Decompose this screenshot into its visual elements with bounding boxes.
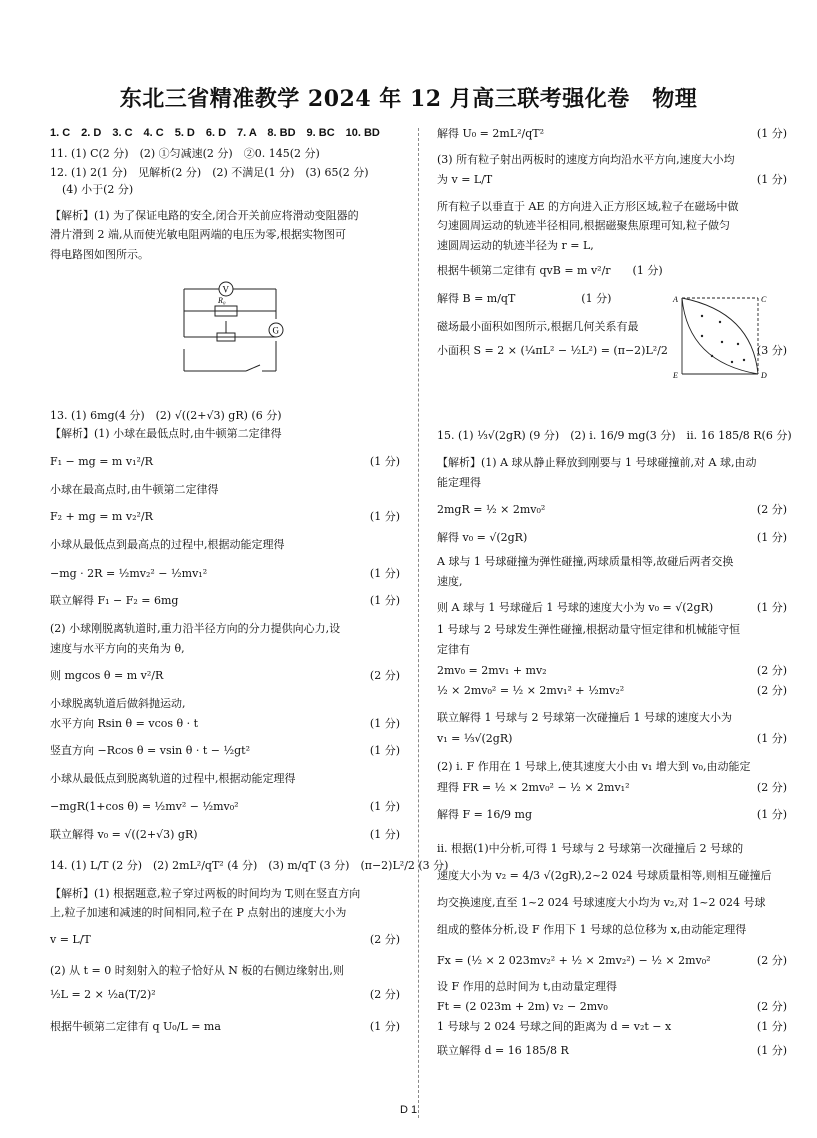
right-line [437,731,787,746]
right-line [437,807,787,822]
right-line [437,574,787,589]
score-mark: (1 分) [756,1020,787,1033]
resistor-label: R₀ [218,296,226,305]
point-e-label: E [673,371,678,380]
line-text: ½ × 2mv₀² = ½ × 2mv₁² + ½mv₂² [437,684,625,697]
right-line [437,895,787,910]
left-line [50,668,400,683]
line-text: ii. 根据(1)中分析,可得 1 号球与 2 号球第一次碰撞后 2 号球的 [437,842,744,855]
line-text: 水平方向 Rsin θ = vcos θ · t [50,717,199,730]
left-line [50,621,400,636]
left-line [50,165,400,180]
right-line [437,172,787,187]
line-text: 解得 v₀ = √(2gR) [437,531,528,544]
line-text: 小球脱离轨道后做斜抛运动, [50,697,186,710]
left-line [50,1019,400,1034]
score-mark: (2 分) [756,664,787,677]
score-mark: (1 分) [756,1044,787,1057]
line-text: 联立解得 1 号球与 2 号球第一次碰撞后 1 号球的速度大小为 [437,711,732,724]
score-mark: (1 分) [369,744,400,757]
score-mark: (1 分) [369,1020,400,1033]
line-text: 2mgR = ½ × 2mv₀² [437,503,546,516]
right-line [437,999,787,1014]
right-line [437,642,787,657]
left-line [50,208,400,223]
left-line [50,247,400,262]
right-line [437,152,787,167]
score-mark: (1 分) [369,455,400,468]
right-line [437,600,787,615]
line-text: 13. (1) 6mg(4 分) (2) √((2+√3) gR) (6 分) [50,409,282,422]
line-text: (2) i. F 作用在 1 号球上,使其速度大小由 v₁ 增大到 v₀,由动能定 [437,760,751,773]
line-text: 联立解得 F₁ − F₂ = 6mg [50,594,179,607]
voltmeter-label: V [222,284,229,295]
right-line [437,683,787,698]
line-text: 组成的整体分析,设 F 作用下 1 号球的总位移为 x,由动能定理得 [437,923,747,936]
line-text: 15. (1) ⅓√(2gR) (9 分) (2) i. 16/9 mg(3 分) ii. 16 185/8 R(6 分) [437,429,792,442]
right-line [437,126,787,141]
score-mark: (1 分) [756,127,787,140]
point-d-label: D [761,371,767,380]
line-text: −mgR(1+cos θ) = ½mv² − ½mv₀² [50,800,239,813]
score-mark: (2 分) [369,933,400,946]
right-line [437,622,787,637]
score-mark: (3 分) [756,344,787,357]
line-text: (4) 小于(2 分) [62,183,134,196]
line-text: 小球从最低点到脱离轨道的过程中,根据动能定理得 [50,772,296,785]
line-text: 则 mgcos θ = m v²/R [50,669,164,682]
circuit-diagram [182,281,290,381]
column-divider [418,128,419,1118]
left-line [50,987,400,1002]
left-line [50,858,449,873]
line-text: 联立解得 v₀ = √((2+√3) gR) [50,828,198,841]
left-line [50,905,400,920]
line-text: 小球在最高点时,由牛顿第二定律得 [50,483,219,496]
line-text: Fx = (½ × 2 023mv₂² + ½ × 2mv₂²) − ½ × 2mv₀² [437,954,711,967]
line-text: 解得 U₀ = 2mL²/qT² [437,127,545,140]
line-text: 竖直方向 −Rcos θ = vsin θ · t − ½gt² [50,744,250,757]
line-text: 2mv₀ = 2mv₁ + mv₂ [437,664,547,677]
line-text: 设 F 作用的总时间为 t,由动量定理得 [437,980,618,993]
line-text: 为 v = L/T [437,173,493,186]
left-line [50,696,400,711]
right-line [437,428,792,443]
score-mark: (2 分) [369,669,400,682]
left-line [50,537,400,552]
left-line [50,126,400,141]
left-line [50,227,400,242]
line-text: 11. (1) C(2 分) (2) ①匀减速(2 分) ②0. 145(2 分) [50,147,320,160]
left-line [50,963,400,978]
left-line [50,482,400,497]
line-text: 上,粒子加速和减速的时间相同,粒子在 P 点射出的速度大小为 [50,906,347,919]
score-mark: (2 分) [756,684,787,697]
page-footer: D 1 [399,1104,418,1116]
line-text: Ft = (2 023m + 2m) v₂ − 2mv₀ [437,1000,608,1013]
score-mark: (1 分) [369,717,400,730]
line-text: A 球与 1 号球碰撞为弹性碰撞,两球质量相等,故碰后两者交换 [437,555,734,568]
left-line [50,509,400,524]
line-text: F₁ − mg = m v₁²/R [50,455,153,468]
right-line [437,1043,787,1058]
left-line [50,566,400,581]
score-mark: (1 分) [369,594,400,607]
right-line [437,263,787,278]
right-line [437,238,787,253]
right-line [437,530,787,545]
right-line [437,502,787,517]
line-text: 速度与水平方向的夹角为 θ, [50,642,185,655]
left-line [50,716,400,731]
line-text: (3) 所有粒子射出两板时的速度方向均沿水平方向,速度大小均 [437,153,735,166]
line-text: v = L/T [50,933,91,946]
score-mark: (1 分) [369,828,400,841]
score-mark: (2 分) [756,954,787,967]
line-text: 小面积 S = 2 × (¼πL² − ½L²) = (π−2)L²/2 [437,344,668,357]
line-text: 匀速圆周运动的轨迹半径相同,根据磁聚焦原理可知,粒子做匀 [437,219,730,232]
line-text: F₂ + mg = m v₂²/R [50,510,153,523]
score-mark: (1 分) [756,808,787,821]
left-line [50,743,400,758]
line-text: 滑片滑到 2 端,从而使光敏电阻两端的电压为零,根据实物图可 [50,228,346,241]
line-text: 速度大小为 v₂ = 4/3 √(2gR),2~2 024 号球质量相等,则相互碰撞后 [437,869,772,882]
page-title: 东北三省精准教学 2024 年 12 月高三联考强化卷 物理 [119,86,698,112]
point-c-label: C [761,295,767,304]
right-line [437,475,787,490]
right-line [437,759,787,774]
line-text: 联立解得 d = 16 185/8 R [437,1044,569,1057]
left-line [62,182,400,197]
left-line [50,771,400,786]
line-text: 【解析】(1) 为了保证电路的安全,闭合开关前应将滑动变阻器的 [50,209,359,222]
left-line [50,827,400,842]
line-text: (2) 从 t = 0 时刻射入的粒子恰好从 N 板的右侧边缘射出,则 [50,964,344,977]
right-line [437,218,787,233]
score-mark: (2 分) [369,988,400,1001]
score-mark: (2 分) [756,503,787,516]
score-mark: (1 分) [756,173,787,186]
line-text: 1 号球与 2 024 号球之间的距离为 d = v₂t − x [437,1020,672,1033]
line-text: 【解析】(1) A 球从静止释放到刚要与 1 号球碰撞前,对 A 球,由动 [437,456,757,469]
line-text: −mg · 2R = ½mv₂² − ½mv₁² [50,567,208,580]
left-line [50,799,400,814]
right-line [437,979,787,994]
right-line [437,953,787,968]
line-text: ½L = 2 × ½a(T/2)² [50,988,156,1001]
point-a-label: A [673,295,678,304]
right-line [437,663,787,678]
right-line [437,1019,787,1034]
line-text: 定律有 [437,643,470,656]
line-text: 14. (1) L/T (2 分) (2) 2mL²/qT² (4 分) (3) m/qT (3 分) (π−2)L²/2 (3 分) [50,859,449,872]
score-mark: (2 分) [756,1000,787,1013]
line-text: 则 A 球与 1 号球碰后 1 号球的速度大小为 v₀ = √(2gR) [437,601,714,614]
right-line [437,554,787,569]
line-text: 【解析】(1) 根据题意,粒子穿过两板的时间均为 T,则在竖直方向 [50,887,361,900]
line-text: 理得 FR = ½ × 2mv₀² − ½ × 2mv₁² [437,781,630,794]
line-text: 均交换速度,直至 1~2 024 号球速度大小均为 v₂,对 1~2 024 号球 [437,896,766,909]
score-mark: (2 分) [756,781,787,794]
line-text: 1 号球与 2 号球发生弹性碰撞,根据动量守恒定律和机械能守恒 [437,623,740,636]
score-mark: (1 分) [756,601,787,614]
line-text: 能定理得 [437,476,481,489]
left-line [50,454,400,469]
left-line [50,641,400,656]
line-text: 速圆周运动的轨迹半径为 r = L, [437,239,594,252]
right-line [437,455,787,470]
left-line [50,886,400,901]
line-text: 小球从最低点到最高点的过程中,根据动能定理得 [50,538,285,551]
right-line [437,780,787,795]
score-mark: (1 分) [756,531,787,544]
line-text: 速度, [437,575,463,588]
score-mark: (1 分) [369,510,400,523]
left-line [50,932,400,947]
line-text: 根据牛顿第二定律有 q U₀/L = ma [50,1020,221,1033]
score-mark: (1 分) [369,800,400,813]
line-text: 解得 F = 16/9 mg [437,808,533,821]
left-line [50,593,400,608]
left-line [50,146,400,161]
right-line [437,841,787,856]
line-text: 12. (1) 2(1 分) 见解析(2 分) (2) 不满足(1 分) (3) 65(2 分) [50,166,369,179]
line-text: (2) 小球刚脱离轨道时,重力沿半径方向的分力提供向心力,设 [50,622,341,635]
line-text: 所有粒子以垂直于 AE 的方向进入正方形区域,粒子在磁场中做 [437,200,739,213]
score-mark: (1 分) [756,732,787,745]
right-line [437,199,787,214]
line-text: 根据牛顿第二定律有 qvB = m v²/r (1 分) [437,264,663,277]
line-text: 1. C 2. D 3. C 4. C 5. D 6. D 7. A 8. BD 9. BC 10. BD [50,127,380,139]
field-diagram [672,292,772,382]
left-line [50,426,400,441]
line-text: 得电路图如图所示。 [50,248,149,261]
galvanometer-label: G [272,325,279,336]
line-text: 解得 B = m/qT (1 分) [437,292,612,305]
left-line [50,408,400,423]
line-text: 磁场最小面积如图所示,根据几何关系有最 [437,320,639,333]
right-line [437,710,787,725]
right-line [437,868,787,883]
line-text: 【解析】(1) 小球在最低点时,由牛顿第二定律得 [50,427,282,440]
right-line [437,922,787,937]
line-text: v₁ = ⅓√(2gR) [437,732,513,745]
score-mark: (1 分) [369,567,400,580]
